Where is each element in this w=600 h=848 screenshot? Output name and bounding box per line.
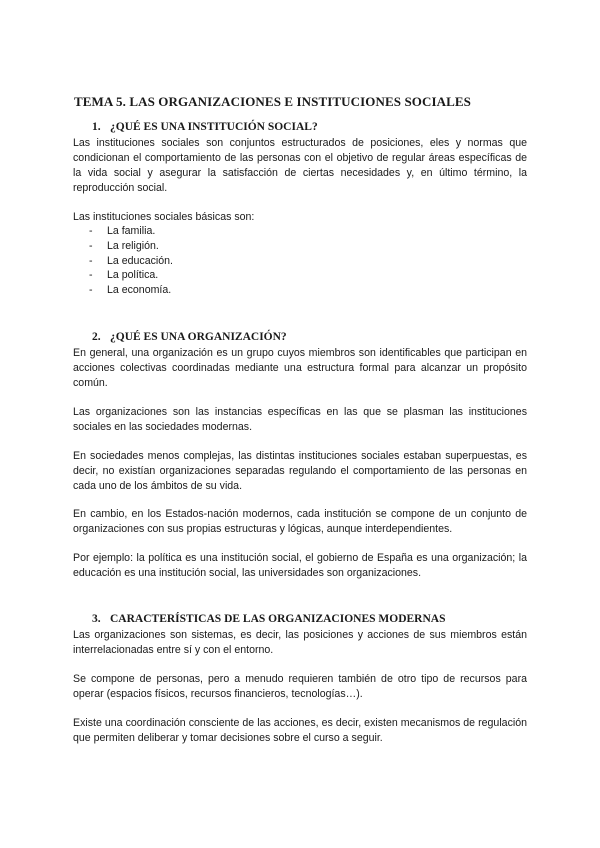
- section-2-paragraph-2: Las organizaciones son las instancias específicas en las que se plasman las instituciones sociales en las sociedades modernas.: [73, 406, 527, 433]
- list-item: - La religión.: [89, 239, 159, 252]
- section-1-number: 1.: [92, 121, 101, 133]
- section-3-number: 3.: [92, 613, 101, 625]
- section-2-number: 2.: [92, 331, 101, 343]
- section-1-paragraph-1: Las instituciones sociales son conjuntos estructurados de posiciones, eles y normas que condicionan el comportamiento de las personas con el objetivo de regular áreas específicas de la vida social y asegurar la satisfacción de ciertas necesidades y, en último término, la reproducción social.: [73, 137, 527, 194]
- section-3-paragraph-3: Existe una coordinación consciente de las acciones, es decir, existen mecanismos de regulación que permiten deliberar y tomar decisiones sobre el curso a seguir.: [73, 717, 527, 744]
- section-3-paragraph-1: Las organizaciones son sistemas, es decir, las posiciones y acciones de sus miembros están interrelacionadas entre sí y con el entorno.: [73, 629, 527, 656]
- section-3-heading: [92, 613, 445, 625]
- section-1-heading: [92, 121, 318, 133]
- list-item: - La familia.: [89, 225, 156, 237]
- section-2-heading: [92, 331, 287, 343]
- document-title: TEMA 5. LAS ORGANIZACIONES E INSTITUCIONES SOCIALES: [74, 94, 472, 109]
- list-item: - La política.: [89, 269, 159, 282]
- section-2-title: ¿QUÉ ES UNA ORGANIZACIÓN?: [110, 331, 287, 343]
- section-2-paragraph-4: En cambio, en los Estados-nación modernos, cada institución se compone de un conjunto de organizaciones con sus propias estructuras y lógicas, aunque interdependientes.: [73, 508, 527, 535]
- section-2-paragraph-5: Por ejemplo: la política es una institución social, el gobierno de España es una organización; la educación es una institución social, las universidades son organizaciones.: [73, 552, 527, 579]
- section-2-paragraph-3: En sociedades menos complejas, las distintas instituciones sociales estaban superpuestas, es decir, no existían organizaciones separadas regulando el comportamiento de las personas en cada uno de los ámbitos de su vida.: [73, 450, 527, 492]
- section-1-title: ¿QUÉ ES UNA INSTITUCIÓN SOCIAL?: [110, 121, 318, 133]
- list-item: - La economía.: [89, 284, 172, 297]
- section-3-paragraph-2: Se compone de personas, pero a menudo requieren también de otro tipo de recursos para operar (espacios físicos, recursos financieros, tecnologías…).: [73, 673, 527, 700]
- list-item: - La educación.: [89, 254, 173, 267]
- institutions-list: [89, 224, 173, 298]
- section-3-title: CARACTERÍSTICAS DE LAS ORGANIZACIONES MODERNAS: [110, 613, 446, 625]
- section-1-paragraph-2: Las instituciones sociales básicas son:: [73, 211, 255, 223]
- section-2-paragraph-1: En general, una organización es un grupo cuyos miembros son identificables que participan en acciones colectivas coordinadas mediante una estructura formal para alcanzar un propósito común.: [73, 347, 527, 389]
